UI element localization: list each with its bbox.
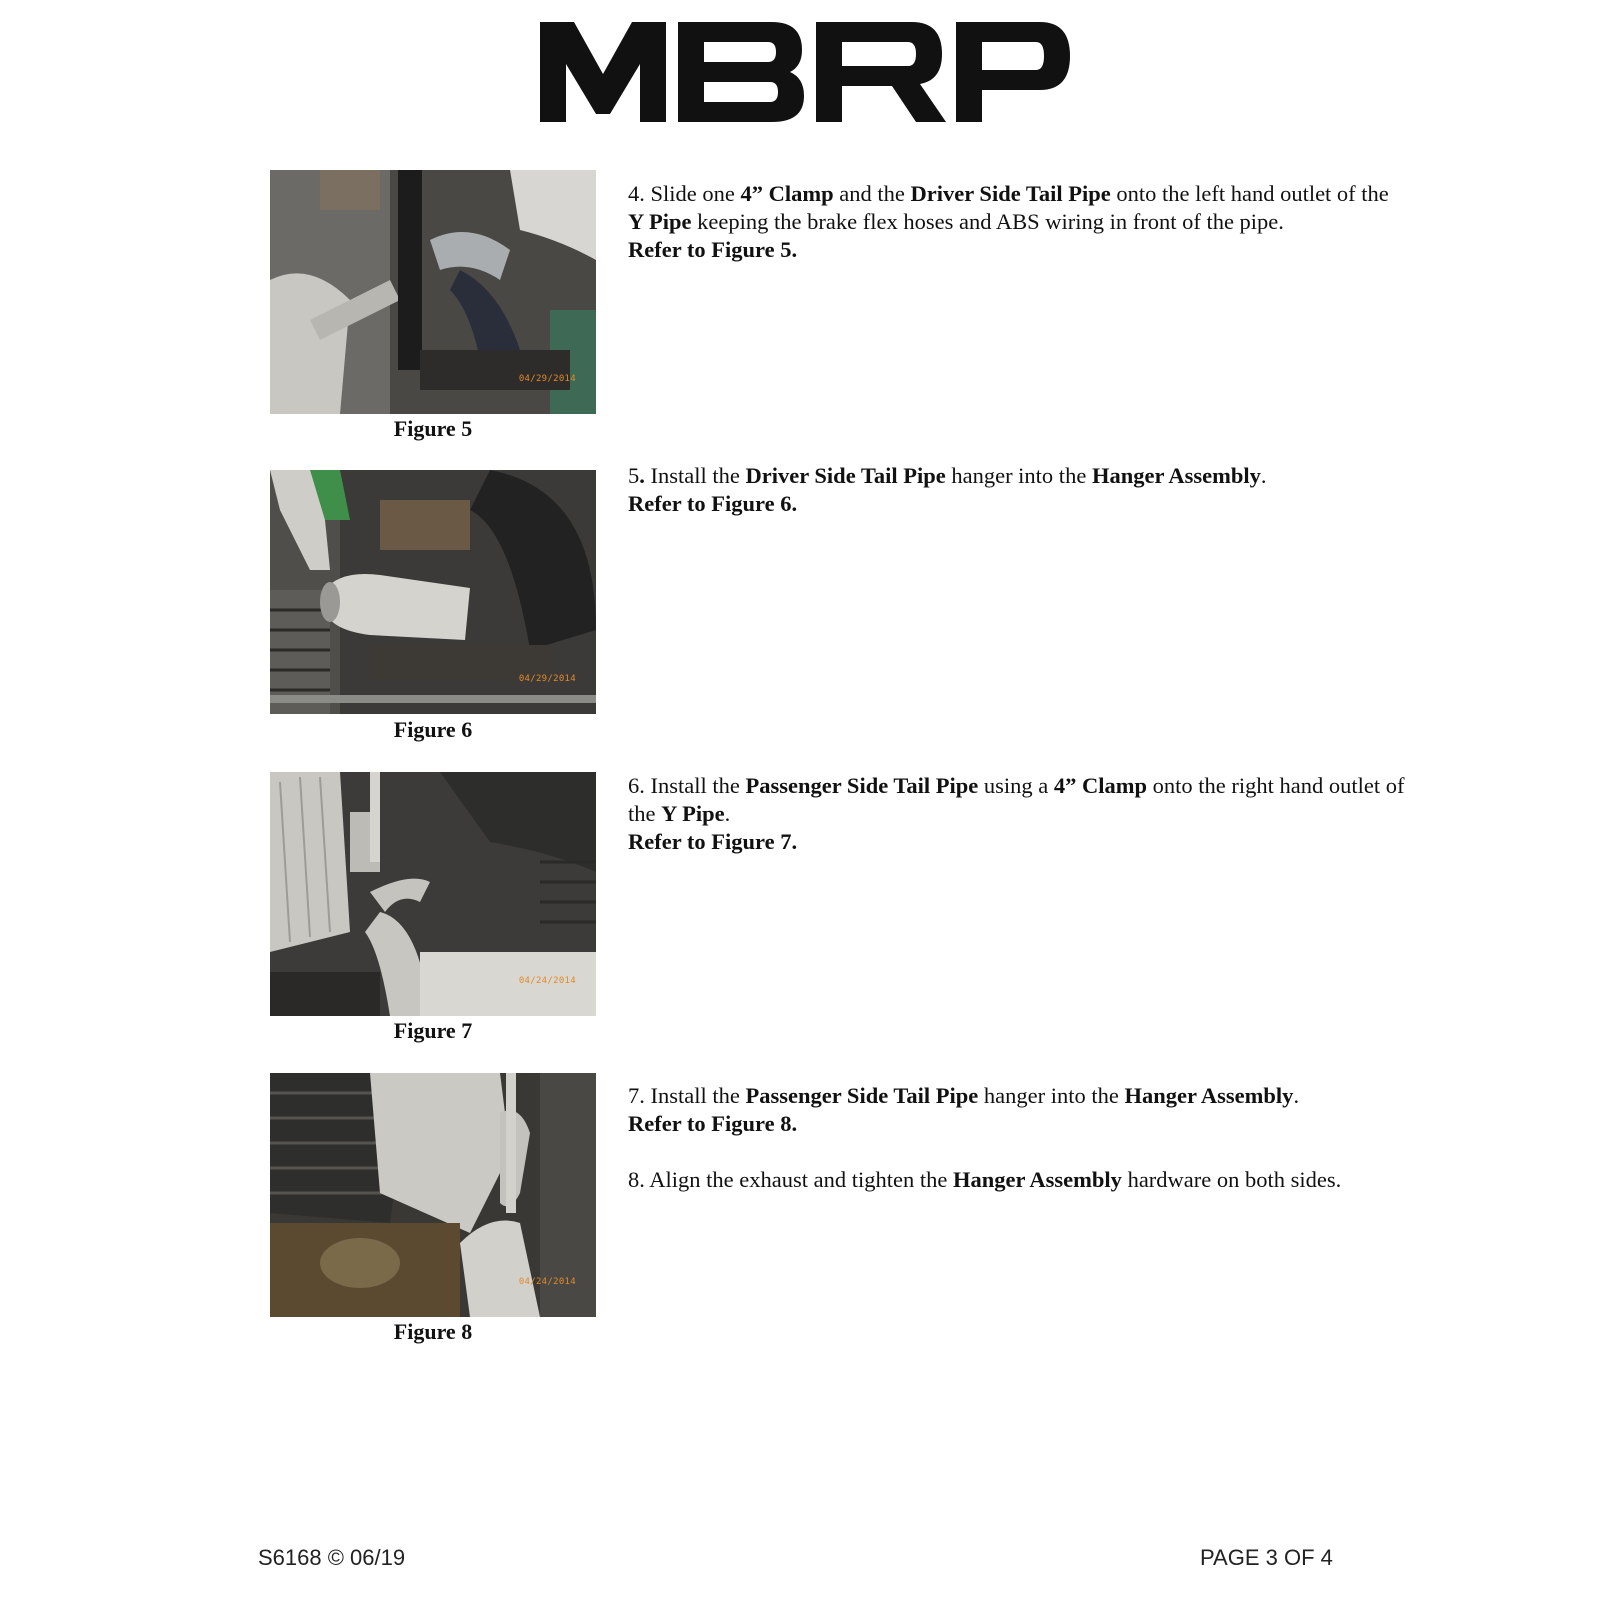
step-5-text: 5. Install the Driver Side Tail Pipe hanger into the Hanger Assembly.	[628, 463, 1267, 488]
date-stamp: 04/29/2014	[518, 674, 576, 684]
step-4-reference: Refer to Figure 5.	[628, 237, 798, 262]
step-8-text: 8. Align the exhaust and tighten the Hanger Assembly hardware on both sides.	[628, 1167, 1342, 1192]
figure-5-caption: Figure 5	[393, 416, 473, 441]
step-8	[628, 1166, 1408, 1194]
figure-6-caption: Figure 6	[393, 717, 473, 742]
figure-6-photo	[270, 470, 596, 714]
footer-page-number: PAGE 3 OF 4	[1200, 1545, 1333, 1570]
figure-8-caption: Figure 8	[393, 1319, 473, 1344]
footer-document-code: S6168 © 06/19	[258, 1545, 406, 1570]
step-7-reference: Refer to Figure 8.	[628, 1111, 798, 1136]
step-6	[628, 772, 1408, 856]
figure-7-caption: Figure 7	[393, 1018, 473, 1043]
step-6-text: 6. Install the Passenger Side Tail Pipe using a 4” Clamp onto the right hand outlet of the Y Pipe.	[628, 773, 1405, 826]
date-stamp: 04/24/2014	[518, 976, 576, 986]
figure-7-photo	[270, 772, 596, 1016]
step-5-reference: Refer to Figure 6.	[628, 491, 798, 516]
step-6-reference: Refer to Figure 7.	[628, 829, 798, 854]
step-7-text: 7. Install the Passenger Side Tail Pipe hanger into the Hanger Assembly.	[628, 1083, 1300, 1108]
mbrp-logo	[540, 22, 1070, 132]
mbrp-logo-graphic	[540, 22, 1070, 132]
figure-8-photo	[270, 1073, 596, 1317]
date-stamp: 04/29/2014	[518, 374, 576, 384]
step-4-text: 4. Slide one 4” Clamp and the Driver Side Tail Pipe onto the left hand outlet of the Y Pipe keeping the brake flex hoses and ABS wiring in front of the pipe.	[628, 181, 1389, 234]
figure-5-photo	[270, 170, 596, 414]
step-7	[628, 1082, 1408, 1138]
step-4	[628, 180, 1408, 264]
date-stamp: 04/24/2014	[518, 1277, 576, 1287]
step-5	[628, 462, 1408, 518]
